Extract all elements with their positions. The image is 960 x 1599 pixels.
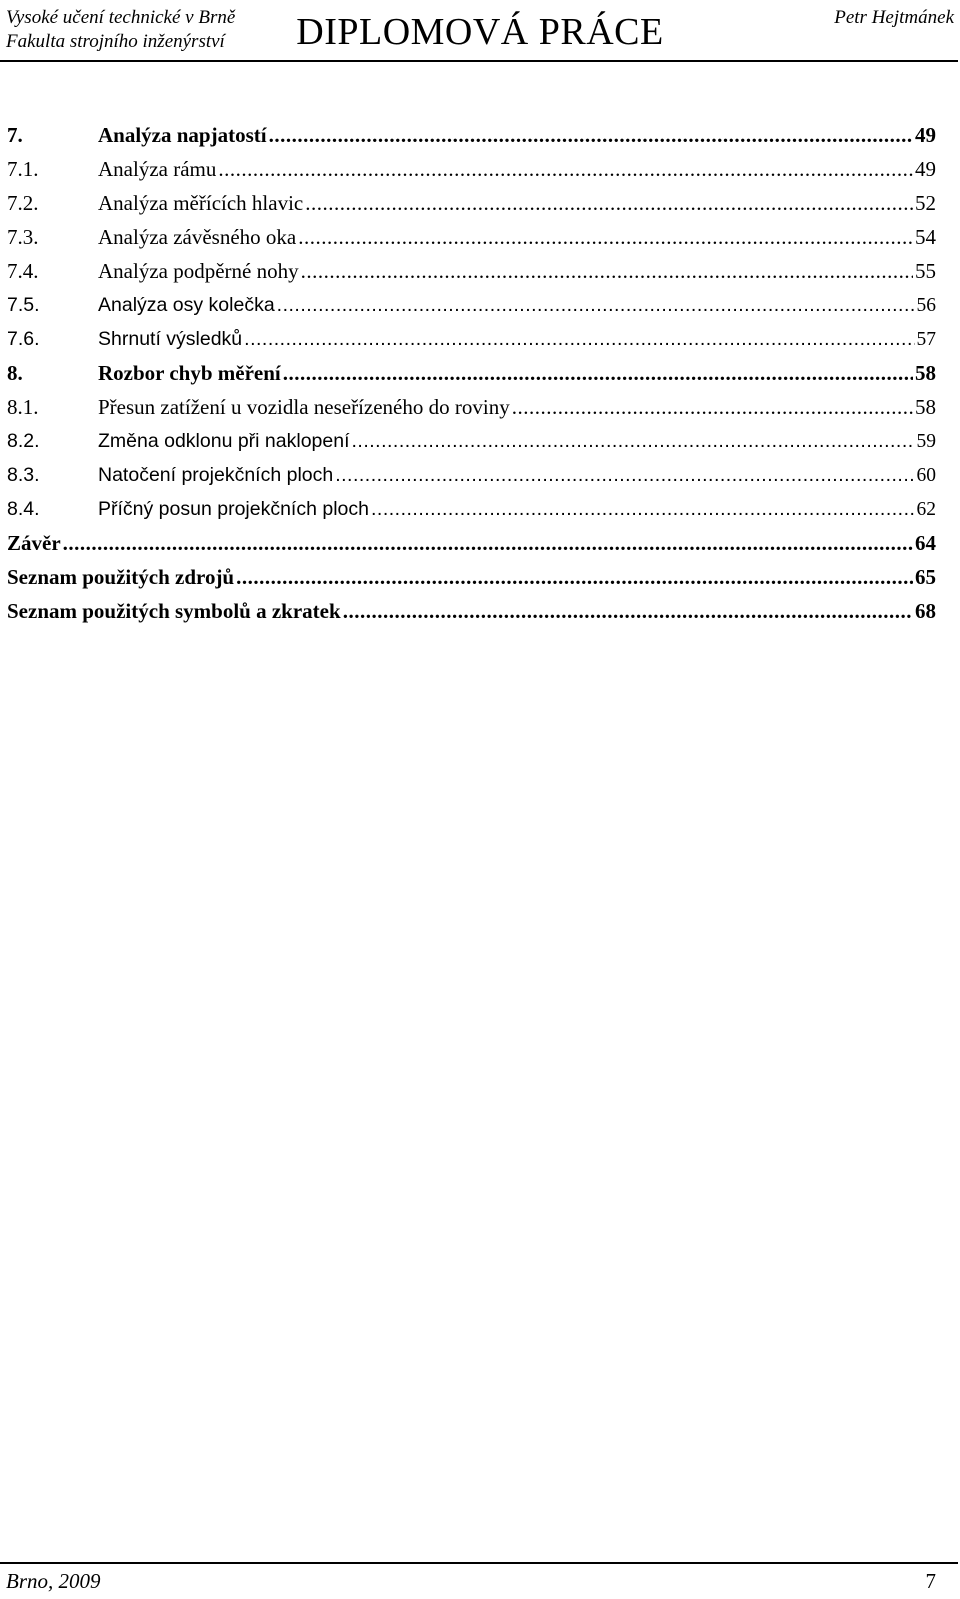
header-doc-type: DIPLOMOVÁ PRÁCE xyxy=(296,11,664,53)
toc-entry[interactable] xyxy=(0,390,958,424)
toc-entry[interactable] xyxy=(0,526,958,560)
toc-dot-leader xyxy=(277,288,915,322)
header-author: Petr Hejtmánek xyxy=(834,7,954,28)
toc-entry-page: 60 xyxy=(916,465,936,486)
toc-entry[interactable] xyxy=(0,594,958,628)
toc-dot-leader xyxy=(343,594,913,628)
toc-entry-page: 68 xyxy=(915,599,936,623)
toc-entry-page: 49 xyxy=(915,157,936,181)
toc-dot-leader xyxy=(269,118,913,152)
toc-entry-title: Analýza napjatostí xyxy=(98,123,267,147)
toc-entry[interactable] xyxy=(0,288,958,322)
toc-entry-number: 8. xyxy=(7,361,23,385)
toc-entry-title: Příčný posun projekčních ploch xyxy=(98,498,369,520)
table-of-contents xyxy=(0,118,958,628)
header-faculty: Fakulta strojního inženýrství xyxy=(6,31,225,52)
toc-entry-title: Analýza rámu xyxy=(98,157,217,181)
toc-entry-title: Natočení projekčních ploch xyxy=(98,464,334,486)
toc-entry[interactable] xyxy=(0,220,958,254)
toc-entry-number: 7.6. xyxy=(7,328,40,350)
toc-entry-number: 8.2. xyxy=(7,430,40,452)
toc-dot-leader xyxy=(305,186,913,220)
toc-entry[interactable] xyxy=(0,322,958,356)
toc-entry-number: 7.3. xyxy=(7,225,39,249)
toc-entry-title: Analýza podpěrné nohy xyxy=(98,259,299,283)
toc-dot-leader xyxy=(283,356,913,390)
toc-entry-page: 52 xyxy=(915,191,936,215)
toc-entry[interactable] xyxy=(0,560,958,594)
footer-place-year: Brno, 2009 xyxy=(6,1569,101,1593)
toc-entry-title: Analýza závěsného oka xyxy=(98,225,297,249)
header-university: Vysoké učení technické v Brně xyxy=(6,7,236,28)
page-header xyxy=(0,0,960,64)
toc-entry-number: 7. xyxy=(7,123,23,147)
toc-entry-title: Rozbor chyb měření xyxy=(98,361,281,385)
toc-entry-title: Analýza měřících hlavic xyxy=(98,191,304,215)
toc-entry-number: 8.3. xyxy=(7,464,40,486)
toc-entry[interactable] xyxy=(0,424,958,458)
footer-divider xyxy=(0,1562,958,1564)
toc-entry[interactable] xyxy=(0,458,958,492)
toc-dot-leader xyxy=(301,254,913,288)
toc-dot-leader xyxy=(352,424,915,458)
toc-entry-title: Seznam použitých symbolů a zkratek xyxy=(7,599,341,623)
toc-entry-title: Analýza osy kolečka xyxy=(98,294,275,316)
toc-entry-page: 62 xyxy=(916,499,936,520)
toc-dot-leader xyxy=(335,458,914,492)
toc-entry-number: 7.4. xyxy=(7,259,39,283)
header-divider xyxy=(0,60,958,62)
toc-entry[interactable] xyxy=(0,186,958,220)
toc-entry[interactable] xyxy=(0,152,958,186)
toc-dot-leader xyxy=(236,560,913,594)
toc-dot-leader xyxy=(371,492,915,526)
toc-dot-leader xyxy=(218,152,913,186)
toc-entry-page: 59 xyxy=(916,431,936,452)
toc-entry-title: Změna odklonu při naklopení xyxy=(98,430,350,452)
toc-entry-page: 58 xyxy=(915,395,936,419)
toc-dot-leader xyxy=(244,322,914,356)
toc-entry-title: Seznam použitých zdrojů xyxy=(7,565,235,589)
toc-entry-page: 54 xyxy=(915,225,936,249)
toc-dot-leader xyxy=(63,526,913,560)
toc-entry-number: 7.5. xyxy=(7,294,40,316)
toc-entry-number: 7.1. xyxy=(7,157,39,181)
toc-entry-page: 55 xyxy=(915,259,936,283)
toc-entry[interactable] xyxy=(0,492,958,526)
toc-dot-leader xyxy=(512,390,913,424)
toc-dot-leader xyxy=(298,220,913,254)
toc-entry[interactable] xyxy=(0,118,958,152)
toc-entry[interactable] xyxy=(0,254,958,288)
toc-entry[interactable] xyxy=(0,356,958,390)
toc-entry-title: Závěr xyxy=(7,531,61,555)
toc-entry-page: 64 xyxy=(915,531,936,555)
toc-entry-number: 7.2. xyxy=(7,191,39,215)
toc-entry-page: 56 xyxy=(916,295,936,316)
toc-entry-page: 49 xyxy=(915,123,936,147)
toc-entry-number: 8.1. xyxy=(7,395,39,419)
footer-page-number: 7 xyxy=(925,1569,936,1593)
toc-entry-page: 57 xyxy=(916,329,936,350)
toc-entry-title: Přesun zatížení u vozidla neseřízeného do roviny xyxy=(98,395,510,419)
toc-entry-number: 8.4. xyxy=(7,498,40,520)
toc-entry-page: 65 xyxy=(915,565,936,589)
toc-entry-title: Shrnutí výsledků xyxy=(98,328,243,350)
toc-entry-page: 58 xyxy=(915,361,936,385)
